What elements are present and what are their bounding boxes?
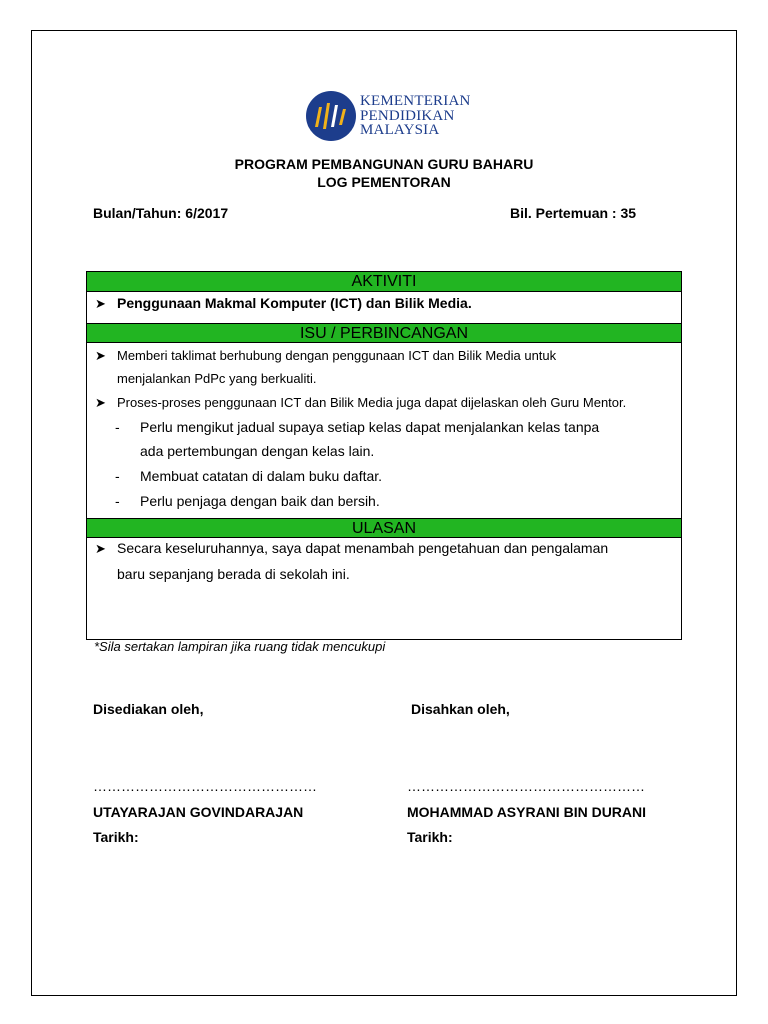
aktiviti-heading: AKTIVITI: [87, 272, 681, 292]
ministry-logo: [306, 91, 476, 143]
document-subtitle: LOG PEMENTORAN: [317, 174, 451, 190]
arrow-bullet-icon: ➤: [95, 348, 106, 363]
isu-sub-3: [115, 489, 675, 513]
prepared-by-signature-line: …………………………………………: [93, 778, 317, 794]
isu-sub-1-line-1: Perlu mengikut jadual supaya setiap kelas dapat menjalankan kelas tanpa: [140, 419, 600, 435]
isu-bullet-1: [95, 344, 675, 368]
logo-emblem-icon: [306, 91, 356, 141]
ulasan-line-2: baru sepanjang berada di sekolah ini.: [117, 566, 350, 582]
isu-sub-1-line-2: ada pertembungan dengan kelas lain.: [140, 443, 375, 459]
attachment-note: *Sila sertakan lampiran jika ruang tidak mencukupi: [94, 639, 386, 654]
isu-bullet-1-line-1: Memberi taklimat berhubung dengan penggunaan ICT dan Bilik Media untuk: [117, 348, 557, 363]
isu-sub-1: [115, 415, 675, 439]
dash-bullet: -: [115, 419, 120, 435]
ulasan-heading: ULASAN: [87, 518, 681, 538]
ulasan-line-1: Secara keseluruhannya, saya dapat menambah pengetahuan dan pengalaman: [117, 540, 609, 556]
approved-by-date: Tarikh:: [407, 829, 453, 845]
approved-by-label: Disahkan oleh,: [411, 701, 510, 717]
logo-line-2: PENDIDIKAN: [360, 107, 455, 124]
arrow-bullet-icon: ➤: [95, 296, 106, 311]
logo-wordmark: [360, 94, 471, 138]
log-table: [86, 271, 682, 640]
dash-bullet: -: [115, 468, 120, 484]
isu-sub-3-text: Perlu penjaga dengan baik dan bersih.: [140, 493, 380, 509]
isu-bullet-2-text: Proses-proses penggunaan ICT dan Bilik Media juga dapat dijelaskan oleh Guru Mentor.: [117, 395, 627, 410]
ulasan-bullet: [95, 536, 675, 561]
document-title: PROGRAM PEMBANGUNAN GURU BAHARU: [234, 156, 534, 172]
isu-sub-2-text: Membuat catatan di dalam buku daftar.: [140, 468, 383, 484]
logo-line-1: KEMENTERIAN: [360, 93, 471, 109]
approved-by-signature-line: ……………………………………………: [407, 778, 645, 794]
arrow-bullet-icon: ➤: [95, 395, 106, 410]
aktiviti-item: [95, 291, 675, 316]
bil-pertemuan: Bil. Pertemuan : 35: [510, 205, 637, 221]
logo-line-3: MALAYSIA: [360, 122, 440, 138]
arrow-bullet-icon: ➤: [95, 541, 106, 556]
prepared-by-name: UTAYARAJAN GOVINDARAJAN: [93, 804, 304, 820]
bulan-tahun: Bulan/Tahun: 6/2017: [93, 205, 229, 221]
isu-sub-2: [115, 464, 675, 488]
isu-bullet-1-line-2: menjalankan PdPc yang berkualiti.: [117, 371, 317, 386]
aktiviti-item-text: Penggunaan Makmal Komputer (ICT) dan Bilik Media.: [117, 295, 472, 311]
approved-by-name: MOHAMMAD ASYRANI BIN DURANI: [407, 804, 647, 820]
prepared-by-date: Tarikh:: [93, 829, 139, 845]
prepared-by-label: Disediakan oleh,: [93, 701, 204, 717]
isu-bullet-2: [95, 391, 675, 415]
isu-heading: ISU / PERBINCANGAN: [87, 323, 681, 343]
dash-bullet: -: [115, 493, 120, 509]
